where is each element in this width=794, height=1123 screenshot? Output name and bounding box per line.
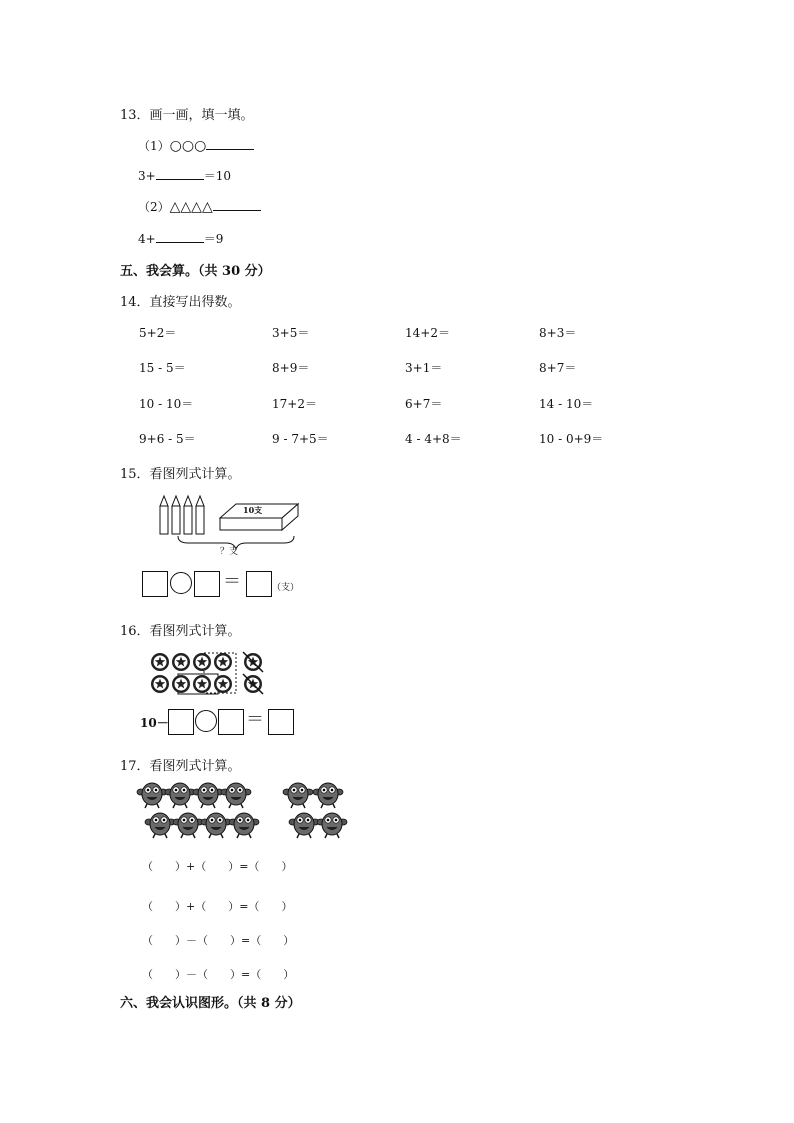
equation-row xyxy=(142,898,292,914)
operator-part: ）=（ xyxy=(228,900,260,913)
calc-item: 10 - 10＝ xyxy=(139,397,194,411)
equation-row xyxy=(142,858,292,874)
operator-part: ）－（ xyxy=(175,968,208,981)
answer-box[interactable] xyxy=(168,709,194,735)
wheel-icon xyxy=(193,675,211,693)
pencil-icon xyxy=(160,496,168,534)
answer-box[interactable] xyxy=(246,571,272,597)
creature-icon xyxy=(201,813,231,838)
q15-question-label: ？支 xyxy=(220,547,239,557)
creature-icon xyxy=(313,783,343,808)
section6-heading: 六、我会认识图形。（共 8 分） xyxy=(120,996,301,1011)
q13-part1-shapes: ○○○ xyxy=(169,138,207,154)
operator-part: ）+（ xyxy=(175,900,207,913)
operator-part: ）=（ xyxy=(230,968,262,981)
wheel-icon xyxy=(151,675,169,693)
q13-eq2-left: 4+ xyxy=(138,232,156,246)
calc-item: 4 - 4+8＝ xyxy=(405,432,462,446)
calc-item: 9 - 7+5＝ xyxy=(272,432,329,446)
creature-icon xyxy=(289,813,319,838)
q13-part2 xyxy=(138,198,261,215)
q13-part2-label: （2） xyxy=(138,200,170,214)
calc-item: 5+2＝ xyxy=(139,326,177,340)
answer-box[interactable] xyxy=(142,571,168,597)
q16-illustration xyxy=(150,652,270,696)
creature-icon xyxy=(145,813,175,838)
q15-title: 15．看图列式计算。 xyxy=(120,467,241,482)
equation-row xyxy=(142,966,294,982)
paren-open: （ xyxy=(142,934,153,947)
creature-icon xyxy=(283,783,313,808)
pencil-icon xyxy=(184,496,192,534)
paren-close: ） xyxy=(283,934,295,947)
operator-part: ）+（ xyxy=(175,860,207,873)
creature-icon xyxy=(193,783,223,808)
calc-item: 14+2＝ xyxy=(405,326,450,340)
q17-illustration xyxy=(138,780,358,842)
q16-prefix: 10－ xyxy=(140,716,169,730)
q13-title: 13．画一画，填一填。 xyxy=(120,108,254,123)
answer-box[interactable] xyxy=(268,709,294,735)
q15-box-label: 10支 xyxy=(243,505,263,515)
section5-heading: 五、我会算。（共 30 分） xyxy=(120,264,271,279)
creature-icon xyxy=(173,813,203,838)
q17-title: 17．看图列式计算。 xyxy=(120,759,241,774)
answer-box[interactable] xyxy=(194,571,220,597)
q13-part2-shapes: △△△△ xyxy=(169,199,213,215)
q13-eq1-right: ＝10 xyxy=(203,169,231,183)
pencil-icon xyxy=(196,496,204,534)
crossed-wheel-icon xyxy=(243,674,263,694)
calc-item: 14 - 10＝ xyxy=(539,397,594,411)
q13-eq2 xyxy=(138,230,223,247)
operator-part: ）－（ xyxy=(175,934,208,947)
wheel-icon xyxy=(172,675,190,693)
calc-item: 3+5＝ xyxy=(272,326,310,340)
creature-icon xyxy=(317,813,347,838)
creature-icon xyxy=(229,813,259,838)
paren-open: （ xyxy=(142,968,153,981)
calc-item: 3+1＝ xyxy=(405,361,443,375)
operator-part: ）=（ xyxy=(228,860,260,873)
operator-circle[interactable] xyxy=(170,572,192,594)
equation-row xyxy=(142,932,294,948)
paren-close: ） xyxy=(281,900,293,913)
q14-title: 14．直接写出得数。 xyxy=(120,295,241,310)
q13-part1-blank[interactable] xyxy=(206,138,254,150)
creature-icon xyxy=(165,783,195,808)
calc-item: 6+7＝ xyxy=(405,397,443,411)
wheel-icon xyxy=(193,653,211,671)
operator-circle[interactable] xyxy=(195,710,217,732)
q13-eq2-right: ＝9 xyxy=(203,232,224,246)
q13-part1-label: （1） xyxy=(138,139,170,153)
wheel-icon xyxy=(151,653,169,671)
q13-eq1-blank[interactable] xyxy=(156,168,204,180)
creature-icon xyxy=(137,783,167,808)
pencil-icon xyxy=(172,496,180,534)
equals-sign: ＝ xyxy=(223,571,241,592)
wheel-icon xyxy=(214,675,232,693)
q13-eq1 xyxy=(138,167,231,184)
paren-open: （ xyxy=(142,860,153,873)
wheel-icon xyxy=(214,653,232,671)
q13-eq1-left: 3+ xyxy=(138,169,156,183)
calc-item: 17+2＝ xyxy=(272,397,317,411)
calc-item: 9+6 - 5＝ xyxy=(139,432,196,446)
answer-box[interactable] xyxy=(218,709,244,735)
calc-item: 8+3＝ xyxy=(539,326,577,340)
q13-part2-blank[interactable] xyxy=(213,199,261,211)
paren-close: ） xyxy=(283,968,295,981)
wheel-icon xyxy=(172,653,190,671)
equals-sign: ＝ xyxy=(246,709,264,730)
q13-part1 xyxy=(138,137,254,154)
calc-item: 10 - 0+9＝ xyxy=(539,432,604,446)
q15-unit: （支） xyxy=(272,583,300,593)
paren-close: ） xyxy=(281,860,293,873)
paren-open: （ xyxy=(142,900,153,913)
q13-eq2-blank[interactable] xyxy=(156,231,204,243)
operator-part: ）=（ xyxy=(230,934,262,947)
calc-item: 8+9＝ xyxy=(272,361,310,375)
q16-title: 16．看图列式计算。 xyxy=(120,624,241,639)
creature-icon xyxy=(221,783,251,808)
calc-item: 15 - 5＝ xyxy=(139,361,186,375)
calc-item: 8+7＝ xyxy=(539,361,577,375)
crossed-wheel-icon xyxy=(243,652,263,672)
